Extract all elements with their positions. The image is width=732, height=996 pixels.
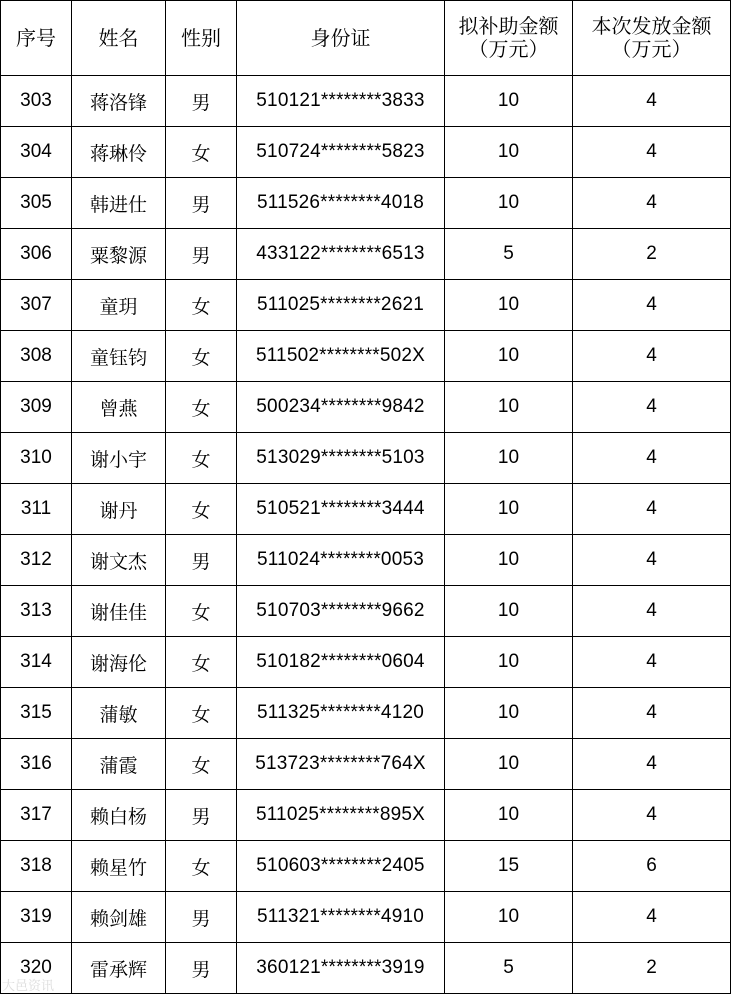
row-gender: 女 — [166, 382, 237, 433]
row-index: 319 — [1, 892, 72, 943]
table-row — [1, 331, 731, 382]
table-row — [1, 535, 731, 586]
row-index: 318 — [1, 841, 72, 892]
row-id-card: 360121********3919 — [237, 943, 445, 994]
row-name: 谢海伦 — [72, 637, 166, 688]
row-gender: 男 — [166, 535, 237, 586]
row-index: 320 — [1, 943, 72, 994]
row-index: 316 — [1, 739, 72, 790]
row-gender: 男 — [166, 178, 237, 229]
row-proposed-subsidy: 10 — [445, 739, 573, 790]
row-proposed-subsidy: 10 — [445, 535, 573, 586]
row-gender: 女 — [166, 637, 237, 688]
row-index: 305 — [1, 178, 72, 229]
row-name: 雷承辉 — [72, 943, 166, 994]
row-current-payment: 6 — [573, 841, 731, 892]
row-proposed-subsidy: 10 — [445, 637, 573, 688]
row-index: 313 — [1, 586, 72, 637]
row-proposed-subsidy: 5 — [445, 943, 573, 994]
table-row — [1, 943, 731, 994]
row-name: 蒋洛锋 — [72, 76, 166, 127]
row-current-payment: 4 — [573, 790, 731, 841]
row-proposed-subsidy: 10 — [445, 688, 573, 739]
row-gender: 男 — [166, 790, 237, 841]
row-index: 309 — [1, 382, 72, 433]
row-id-card: 510703********9662 — [237, 586, 445, 637]
table-row — [1, 739, 731, 790]
row-name: 赖白杨 — [72, 790, 166, 841]
row-gender: 男 — [166, 943, 237, 994]
table-row — [1, 892, 731, 943]
header-id-card: 身份证 — [237, 1, 445, 76]
row-current-payment: 2 — [573, 229, 731, 280]
row-index: 303 — [1, 76, 72, 127]
row-index: 311 — [1, 484, 72, 535]
row-proposed-subsidy: 10 — [445, 892, 573, 943]
row-proposed-subsidy: 10 — [445, 790, 573, 841]
table-row — [1, 484, 731, 535]
row-id-card: 511024********0053 — [237, 535, 445, 586]
row-current-payment: 4 — [573, 484, 731, 535]
row-proposed-subsidy: 10 — [445, 280, 573, 331]
row-id-card: 511502********502X — [237, 331, 445, 382]
row-index: 307 — [1, 280, 72, 331]
row-index: 317 — [1, 790, 72, 841]
row-gender: 女 — [166, 739, 237, 790]
row-gender: 女 — [166, 127, 237, 178]
row-index: 315 — [1, 688, 72, 739]
row-current-payment: 4 — [573, 76, 731, 127]
row-name: 谢丹 — [72, 484, 166, 535]
table-row — [1, 433, 731, 484]
row-name: 谢佳佳 — [72, 586, 166, 637]
row-index: 304 — [1, 127, 72, 178]
watermark-logo: 大邑资讯 — [2, 979, 55, 994]
header-current-payment: 本次发放金额 （万元） — [573, 1, 731, 76]
row-index: 310 — [1, 433, 72, 484]
row-id-card: 433122********6513 — [237, 229, 445, 280]
table-row — [1, 841, 731, 892]
row-index: 308 — [1, 331, 72, 382]
row-id-card: 510182********0604 — [237, 637, 445, 688]
row-proposed-subsidy: 10 — [445, 382, 573, 433]
row-current-payment: 4 — [573, 535, 731, 586]
row-gender: 男 — [166, 229, 237, 280]
row-current-payment: 4 — [573, 127, 731, 178]
row-current-payment: 2 — [573, 943, 731, 994]
row-gender: 女 — [166, 484, 237, 535]
row-name: 赖星竹 — [72, 841, 166, 892]
row-current-payment: 4 — [573, 280, 731, 331]
row-name: 童钰钧 — [72, 331, 166, 382]
row-gender: 女 — [166, 331, 237, 382]
row-proposed-subsidy: 10 — [445, 127, 573, 178]
row-gender: 女 — [166, 433, 237, 484]
row-id-card: 511025********895X — [237, 790, 445, 841]
row-proposed-subsidy: 15 — [445, 841, 573, 892]
row-gender: 女 — [166, 688, 237, 739]
header-name: 姓名 — [72, 1, 166, 76]
row-id-card: 511325********4120 — [237, 688, 445, 739]
row-name: 韩进仕 — [72, 178, 166, 229]
row-id-card: 510603********2405 — [237, 841, 445, 892]
row-id-card: 511526********4018 — [237, 178, 445, 229]
header-row — [1, 1, 731, 76]
row-id-card: 511321********4910 — [237, 892, 445, 943]
row-proposed-subsidy: 10 — [445, 331, 573, 382]
table-row — [1, 229, 731, 280]
row-index: 314 — [1, 637, 72, 688]
table-header — [1, 1, 731, 76]
row-index: 312 — [1, 535, 72, 586]
row-gender: 男 — [166, 76, 237, 127]
table-body — [1, 76, 731, 994]
row-name: 蒲霞 — [72, 739, 166, 790]
row-id-card: 513723********764X — [237, 739, 445, 790]
header-index: 序号 — [1, 1, 72, 76]
row-current-payment: 4 — [573, 586, 731, 637]
row-name: 粟黎源 — [72, 229, 166, 280]
row-name: 童玥 — [72, 280, 166, 331]
row-name: 蒲敏 — [72, 688, 166, 739]
row-proposed-subsidy: 5 — [445, 229, 573, 280]
table-row — [1, 688, 731, 739]
row-id-card: 510121********3833 — [237, 76, 445, 127]
row-current-payment: 4 — [573, 331, 731, 382]
row-name: 谢文杰 — [72, 535, 166, 586]
row-id-card: 510724********5823 — [237, 127, 445, 178]
row-gender: 男 — [166, 892, 237, 943]
table-row — [1, 790, 731, 841]
row-gender: 女 — [166, 280, 237, 331]
row-proposed-subsidy: 10 — [445, 433, 573, 484]
row-id-card: 513029********5103 — [237, 433, 445, 484]
table-row — [1, 382, 731, 433]
row-current-payment: 4 — [573, 637, 731, 688]
row-name: 曾燕 — [72, 382, 166, 433]
row-name: 谢小宇 — [72, 433, 166, 484]
table-row — [1, 637, 731, 688]
table-row — [1, 178, 731, 229]
row-id-card: 510521********3444 — [237, 484, 445, 535]
row-id-card: 500234********9842 — [237, 382, 445, 433]
row-current-payment: 4 — [573, 688, 731, 739]
header-gender: 性别 — [166, 1, 237, 76]
row-proposed-subsidy: 10 — [445, 76, 573, 127]
row-gender: 女 — [166, 841, 237, 892]
table-row — [1, 280, 731, 331]
header-proposed-subsidy: 拟补助金额 （万元） — [445, 1, 573, 76]
row-current-payment: 4 — [573, 433, 731, 484]
row-current-payment: 4 — [573, 739, 731, 790]
table-row — [1, 127, 731, 178]
row-id-card: 511025********2621 — [237, 280, 445, 331]
row-proposed-subsidy: 10 — [445, 484, 573, 535]
row-current-payment: 4 — [573, 382, 731, 433]
table-row — [1, 586, 731, 637]
row-name: 蒋琳伶 — [72, 127, 166, 178]
table-row — [1, 76, 731, 127]
row-gender: 女 — [166, 586, 237, 637]
row-current-payment: 4 — [573, 178, 731, 229]
row-proposed-subsidy: 10 — [445, 586, 573, 637]
row-index: 306 — [1, 229, 72, 280]
row-name: 赖剑雄 — [72, 892, 166, 943]
row-current-payment: 4 — [573, 892, 731, 943]
row-proposed-subsidy: 10 — [445, 178, 573, 229]
